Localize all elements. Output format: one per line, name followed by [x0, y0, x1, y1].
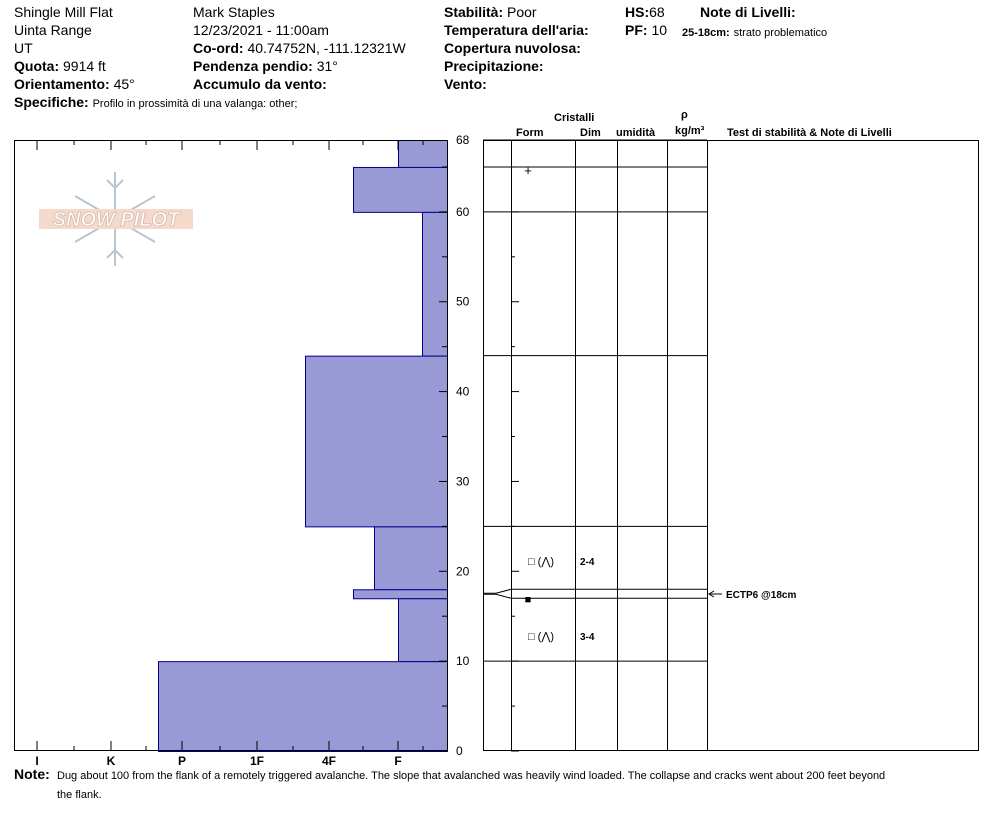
- coord-label: Co-ord:: [193, 40, 244, 56]
- observer-name: Mark Staples: [193, 4, 275, 20]
- cloud-cover-label: Copertura nuvolosa:: [444, 40, 581, 56]
- slope-value: 31°: [316, 58, 338, 74]
- range-name: Uinta Range: [14, 22, 92, 38]
- crystal-form-1: +: [524, 163, 532, 178]
- stability-value: Poor: [507, 4, 537, 20]
- layer-notes-label: Note di Livelli:: [700, 4, 796, 20]
- elevation-label: Quota:: [14, 58, 60, 74]
- depth-tick-label: 50: [456, 294, 470, 309]
- hardness-label-K: K: [106, 754, 116, 768]
- hardness-layer-4: [306, 356, 448, 527]
- crystal-dim-2: 2-4: [580, 557, 595, 568]
- specifics-value: Profilo in prossimità di una valanga: other;: [92, 98, 298, 110]
- depth-tick-label: 20: [456, 564, 470, 579]
- stability-test-label: ECTP6 @18cm: [726, 590, 797, 601]
- hs-label: HS:: [625, 4, 650, 20]
- note-text-line-2: the flank.: [57, 789, 102, 801]
- hardness-layer-5: [375, 527, 448, 590]
- depth-tick-label: 10: [456, 654, 470, 669]
- layer-note-depth: 25-18cm:: [682, 27, 730, 39]
- stability-label: Stabilità:: [444, 4, 504, 20]
- hardness-label-P: P: [177, 754, 187, 768]
- stability-test-arrow: [709, 591, 722, 597]
- crystal-form-4: □ (⋀): [527, 631, 555, 643]
- elevation-value: 9914 ft: [63, 58, 106, 74]
- depth-tick-label: 60: [456, 204, 470, 219]
- logo-text: SNOW PILOT: [52, 209, 180, 231]
- dim-header: Dim: [580, 127, 601, 139]
- moisture-header: umidità: [616, 127, 656, 139]
- depth-tick-label: 0: [456, 744, 463, 758]
- density-header: kg/m³: [675, 125, 705, 137]
- pf-value: 10: [651, 22, 668, 38]
- note-label: Note:: [14, 766, 50, 782]
- rho-header: ρ: [681, 109, 688, 121]
- hardness-layer-7: [399, 599, 448, 662]
- layer-note-text: strato problematico: [733, 27, 828, 39]
- coord-value: 40.74752N, -111.12321W: [247, 40, 406, 56]
- air-temp-label: Temperatura dell'aria:: [444, 22, 589, 38]
- hardness-layer-6: [354, 590, 448, 599]
- depth-tick-label: 40: [456, 384, 470, 399]
- precipitation-label: Precipitazione:: [444, 58, 544, 74]
- hardness-label-I: I: [35, 754, 39, 768]
- crystal-dim-4: 3-4: [580, 632, 595, 643]
- specifics-label: Specifiche:: [14, 94, 89, 110]
- crystals-header: Cristalli: [554, 112, 595, 124]
- aspect-label: Orientamento:: [14, 76, 110, 92]
- hardness-label-4F: 4F: [321, 754, 337, 768]
- hardness-layer-2: [354, 167, 448, 212]
- wind-loading-label: Accumulo da vento:: [193, 76, 327, 92]
- layer-connector: [483, 589, 511, 593]
- hardness-layer-3: [423, 212, 448, 356]
- crystal-table-frame: [484, 141, 979, 751]
- state-name: UT: [14, 40, 33, 56]
- note-text-line-1: Dug about 100 from the flank of a remotely triggered avalanche. The slope that avalanched was heavily wind loaded. The collapse and cracks went about 200 feet beyond: [57, 770, 886, 782]
- tests-header: Test di stabilità & Note di Livelli: [727, 127, 892, 139]
- depth-tick-label: 30: [456, 474, 470, 489]
- crystal-form-3: ■: [524, 594, 532, 606]
- hardness-label-F: F: [394, 754, 402, 768]
- depth-tick-label: 68: [456, 133, 470, 147]
- hardness-label-1F: 1F: [249, 754, 265, 768]
- wind-label: Vento:: [444, 76, 487, 92]
- crystal-form-2: □ (⋀): [527, 556, 555, 568]
- form-header: Form: [516, 127, 544, 139]
- layer-connector: [483, 594, 511, 598]
- table-column-lines: [512, 140, 708, 751]
- location-name: Shingle Mill Flat: [14, 4, 113, 20]
- hardness-layer-8: [159, 662, 448, 752]
- slope-label: Pendenza pendio:: [193, 58, 313, 74]
- pf-label: PF:: [625, 22, 648, 38]
- aspect-value: 45°: [113, 76, 135, 92]
- hs-value: 68: [649, 4, 665, 20]
- date-time: 12/23/2021 - 11:00am: [193, 22, 329, 38]
